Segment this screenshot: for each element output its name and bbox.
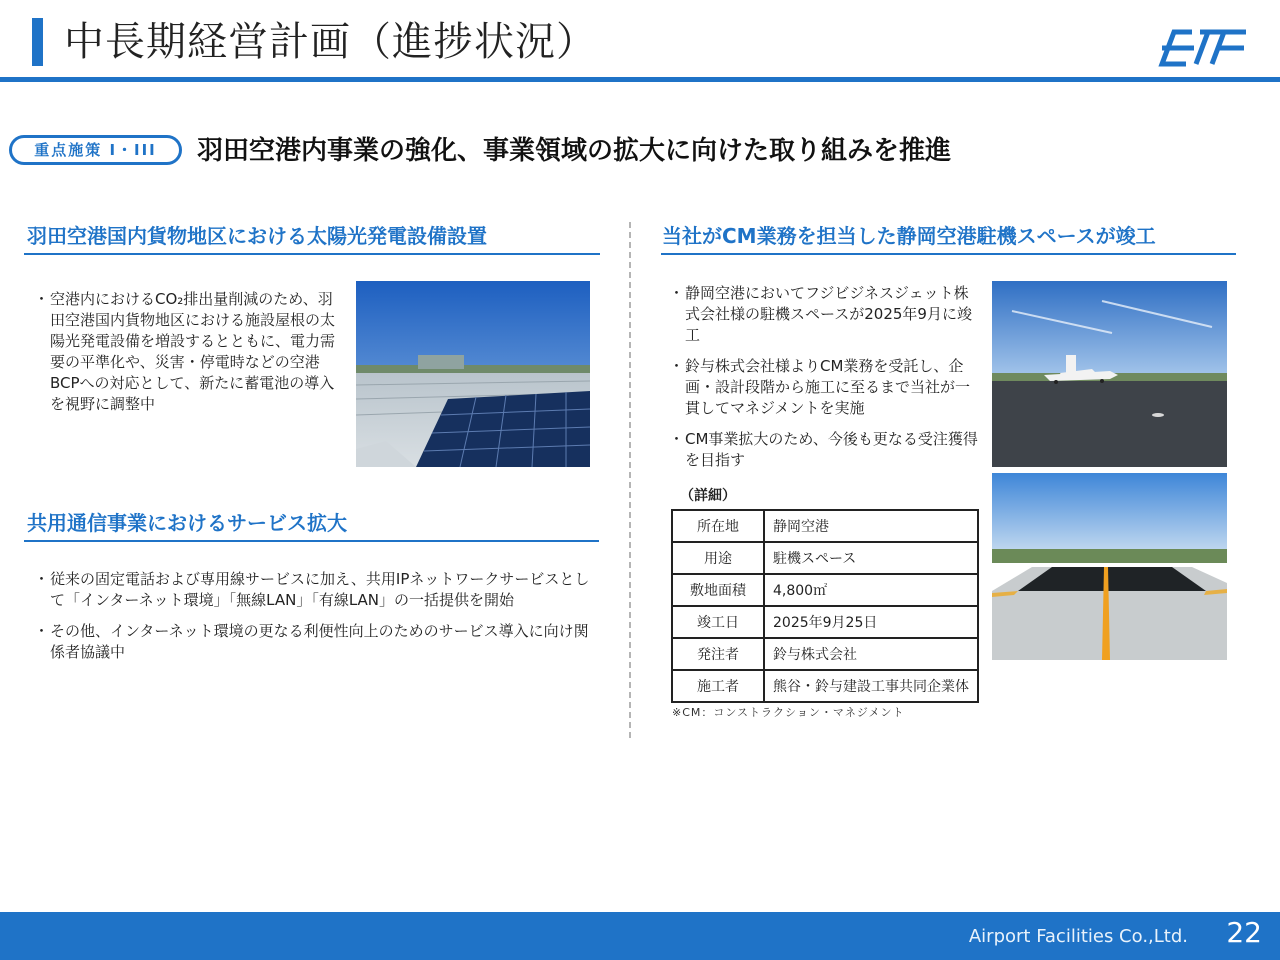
table-row <box>672 542 978 574</box>
shizuoka-section-heading: 当社がCM業務を担当した静岡空港駐機スペースが竣工 <box>662 224 1156 248</box>
table-row <box>672 574 978 606</box>
solar-section-rule <box>24 253 600 255</box>
detail-label: （詳細） <box>680 488 736 504</box>
page-number: 22 <box>1226 916 1262 949</box>
comms-bullet-2: ・ その他、インターネット環境の更なる利便性向上のためのサービス導入に向け関係者協議中 <box>36 621 592 663</box>
jet-apron-photo <box>992 281 1227 467</box>
detail-key: 施工者 <box>672 670 764 702</box>
solar-section-heading: 羽田空港国内貨物地区における太陽光発電設備設置 <box>27 224 487 248</box>
solar-bullet-list <box>36 289 336 425</box>
comms-bullet-list <box>36 569 592 673</box>
detail-key: 敷地面積 <box>672 574 764 606</box>
key-measure-badge: 重点施策 I・III <box>9 135 182 165</box>
comms-section-heading: 共用通信事業におけるサービス拡大 <box>27 511 347 535</box>
comms-bullet-1: ・ 従来の固定電話および専用線サービスに加え、共用IPネットワークサービスとして「インターネット環境」「無線LAN」「有線LAN」の一括提供を開始 <box>36 569 592 611</box>
detail-key: 竣工日 <box>672 606 764 638</box>
footer-bar <box>0 912 1280 960</box>
cm-footnote: ※CM：コンストラクション・マネジメント <box>672 706 905 719</box>
apron-centerline-photo <box>992 473 1227 660</box>
page-title: 中長期経営計画（進捗状況） <box>64 19 597 65</box>
key-measure-title: 羽田空港内事業の強化、事業領域の拡大に向けた取り組みを推進 <box>197 136 952 166</box>
table-row <box>672 670 978 702</box>
detail-value: 2025年9月25日 <box>764 606 978 638</box>
shizuoka-bullet-list <box>671 283 981 481</box>
column-divider <box>629 222 631 738</box>
detail-key: 用途 <box>672 542 764 574</box>
table-row <box>672 510 978 542</box>
shizuoka-bullet-1: ・ 静岡空港においてフジビジネスジェット株式会社様の駐機スペースが2025年9月に竣工 <box>671 283 981 346</box>
detail-value: 鈴与株式会社 <box>764 638 978 670</box>
company-name: Airport Facilities Co.,Ltd. <box>968 926 1188 947</box>
table-row <box>672 606 978 638</box>
detail-table <box>671 509 979 703</box>
detail-value: 駐機スペース <box>764 542 978 574</box>
detail-key: 発注者 <box>672 638 764 670</box>
company-logo <box>1156 18 1252 70</box>
shizuoka-bullet-3: ・ CM事業拡大のため、今後も更なる受注獲得を目指す <box>671 429 981 471</box>
detail-value: 熊谷・鈴与建設工事共同企業体 <box>764 670 978 702</box>
comms-section-rule <box>24 540 599 542</box>
detail-key: 所在地 <box>672 510 764 542</box>
detail-value: 静岡空港 <box>764 510 978 542</box>
shizuoka-bullet-2: ・ 鈴与株式会社様よりCM業務を受託し、企画・設計段階から施工に至るまで当社が一貫してマネジメントを実施 <box>671 356 981 419</box>
solar-panel-photo <box>356 281 590 467</box>
detail-value: 4,800㎡ <box>764 574 978 606</box>
table-row <box>672 638 978 670</box>
shizuoka-section-rule <box>661 253 1236 255</box>
header-rule <box>0 77 1280 82</box>
title-accent-bar <box>32 18 43 66</box>
solar-bullet: ・ 空港内におけるCO₂排出量削減のため、羽田空港国内貨物地区における施設屋根の太陽光発電設備を増設するとともに、電力需要の平準化や、災害・停電時などの空港BCPへの対応として、新たに蓄電池の導入を視野に調整中 <box>36 289 336 415</box>
